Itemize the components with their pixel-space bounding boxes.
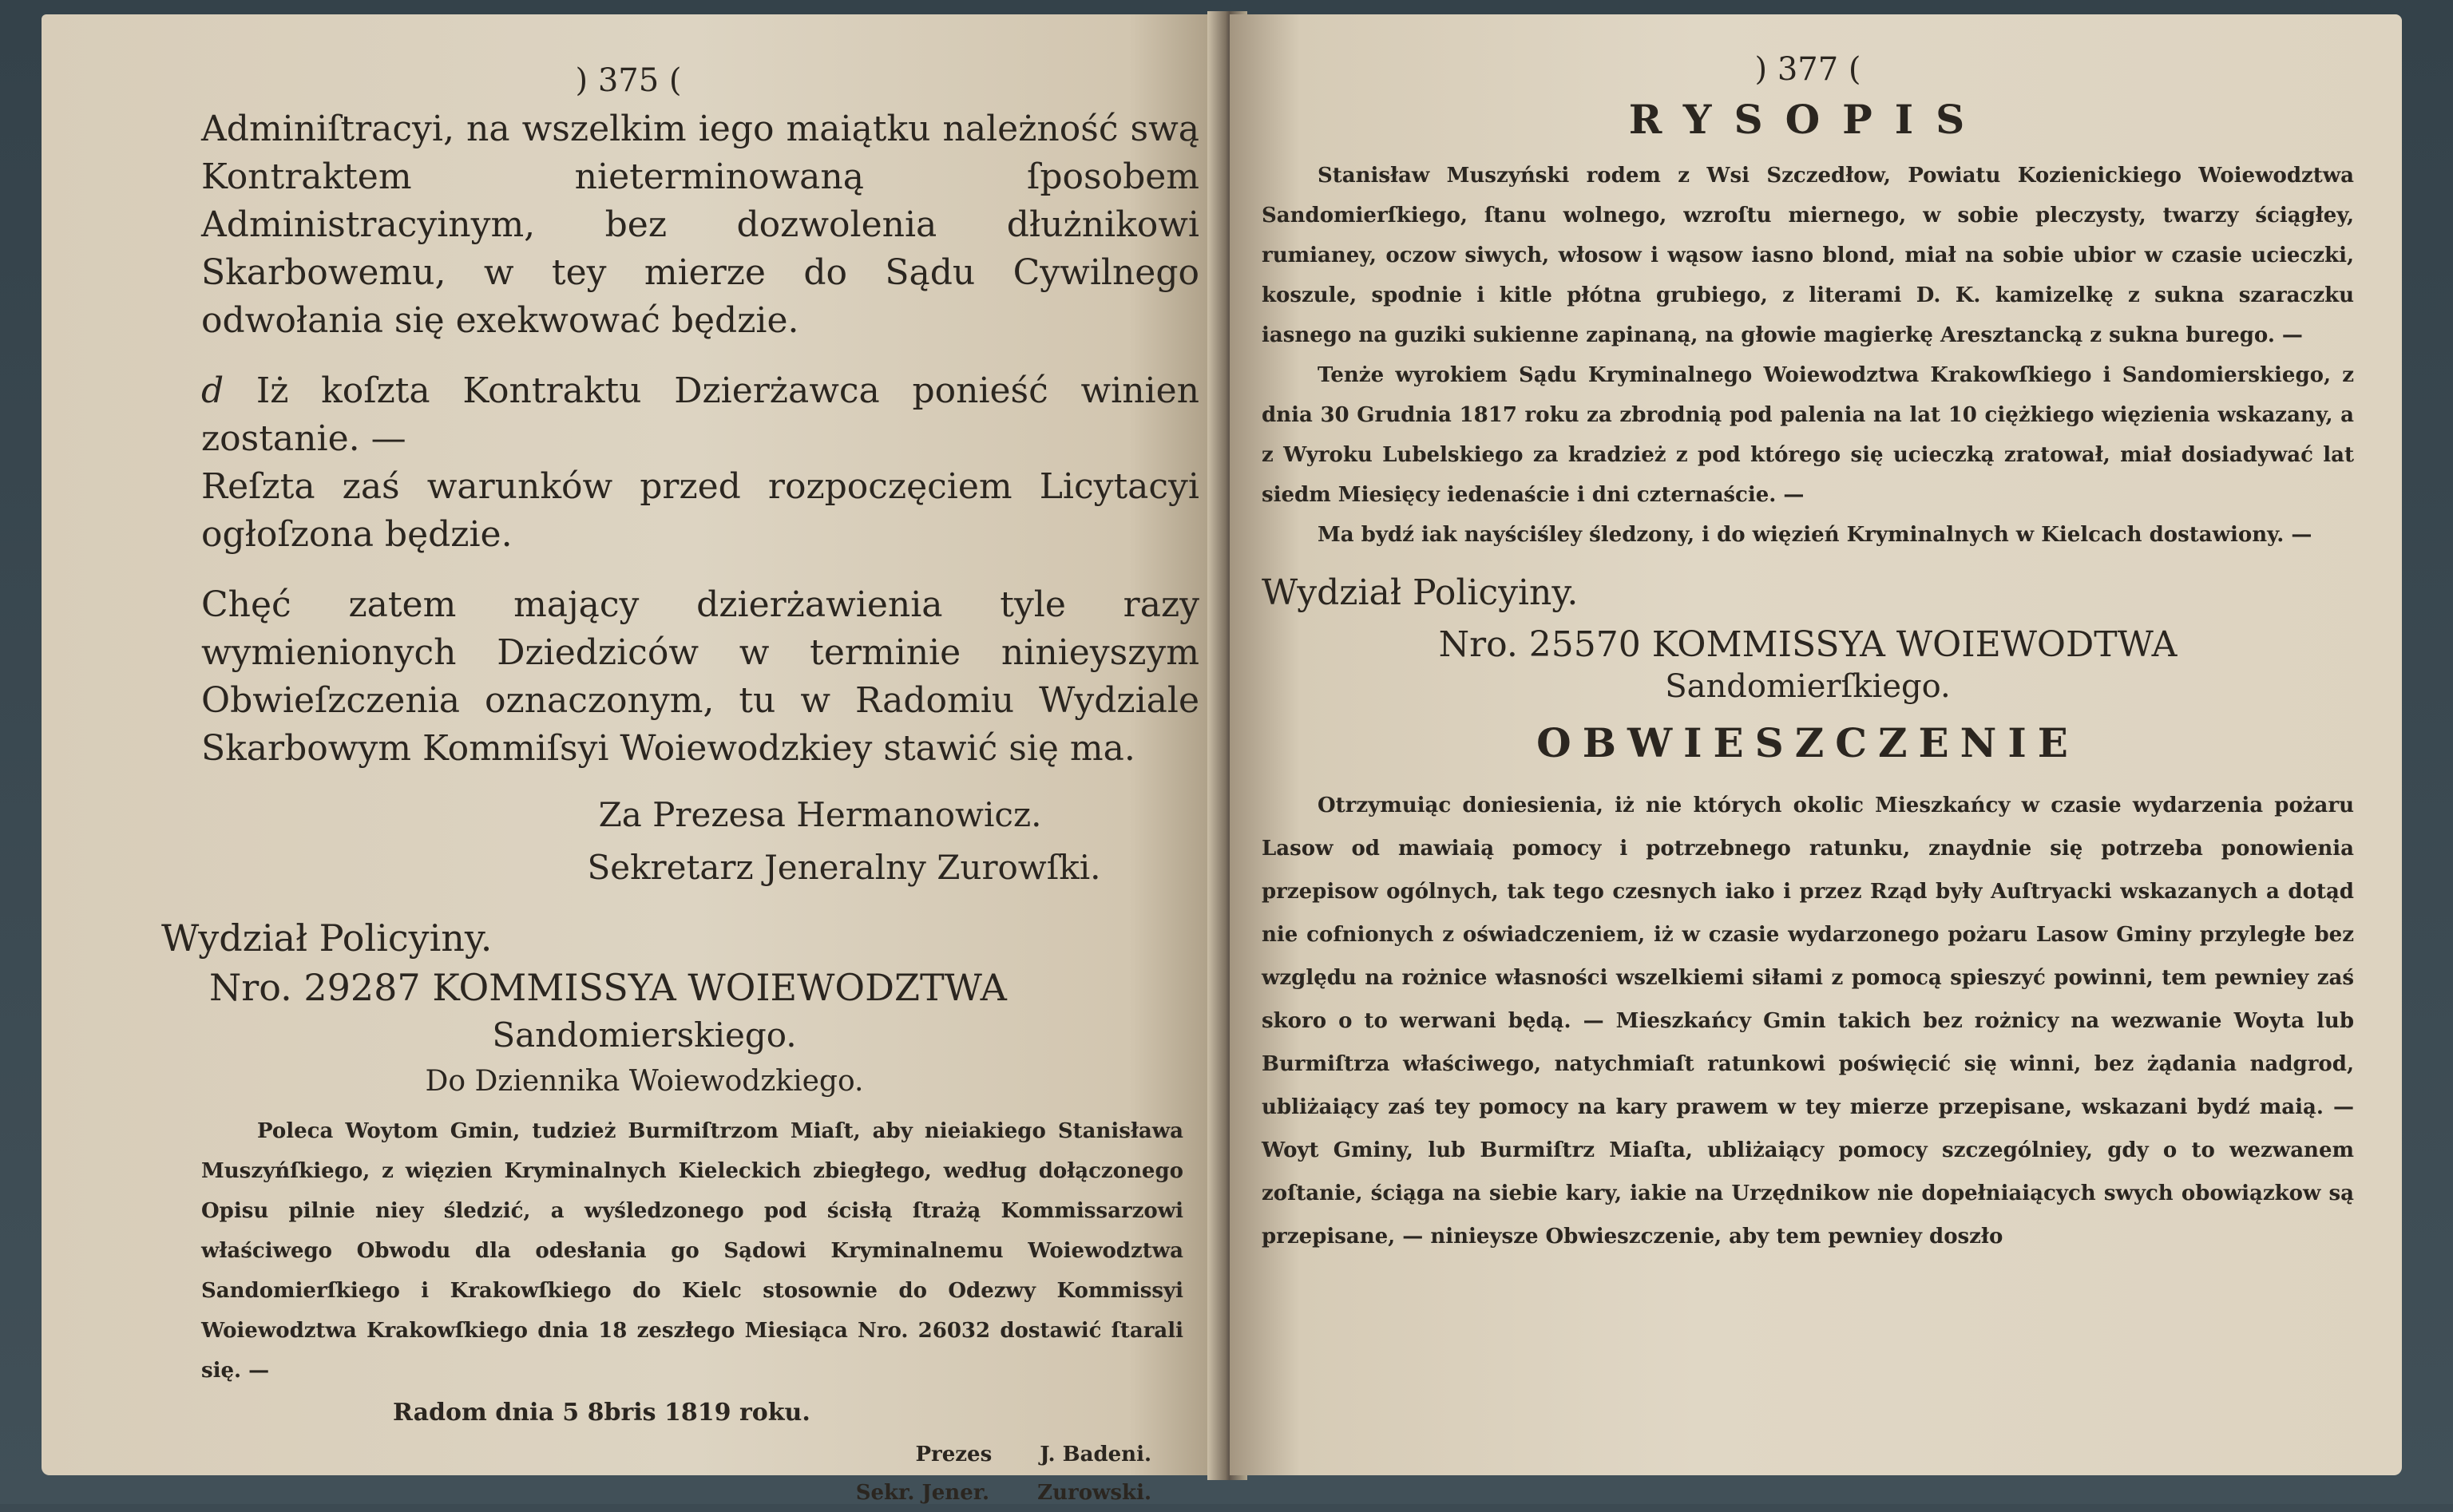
left-do-dziennika: Do Dziennika Woiewodzkiego.: [425, 1065, 864, 1098]
left-nro-heading: Nro. 29287 KOMMISSYA WOIEWODZTWA: [209, 966, 1007, 1009]
prezes-label: Prezes: [915, 1443, 993, 1466]
rysopis-heading: RYSOPIS: [1628, 96, 1987, 143]
obwieszczenie-heading: OBWIESZCZENIE: [1536, 719, 2079, 766]
prezes-name: J. Badeni.: [1040, 1443, 1151, 1466]
rysopis-paragraph-1: Stanisław Muszyński rodem z Wsi Szczedłow, Powiatu Kozienickiego Woiewodztwa Sandomierſkiego, ſtanu wolnego, wzroſtu miernego, w sobie pleczysty, twarzy ściągłey, rumianey, oczow siwych, włosow i wąsow iasno blond, miał na sobie ubior w czasie ucieczki, koszule, spodnie i kitle płótna grubiego, z literami D. K. kamizelkę z sukna szaraczku iasnego na guziki sukienne zapinaną, na głowie magierkę Aresztancką z sukna burego. —: [1262, 164, 2354, 347]
right-sandomierskiego: Sandomierſkiego.: [1665, 668, 1951, 705]
left-paragraph-4: Chęć zatem mający dzierżawienia tyle razy wymienionych Dziedziców w terminie ninieyszym Obwieſzczenia oznaczonym, tu w Radomiu Wydziale Skarbowym Kommiſsyi Woiewodzkiey stawić się ma.: [201, 584, 1199, 769]
signature-sekretarz: Sekretarz Jeneralny Zurowſki.: [587, 848, 1101, 887]
left-page: [42, 14, 1223, 1505]
left-paragraph-2: [201, 367, 1199, 463]
rysopis-paragraph-3: Ma bydź iak nayściśley śledzony, i do więzień Kryminalnych w Kielcach dostawiony. —: [1318, 523, 2312, 547]
left-date-line: Radom dnia 5 8bris 1819 roku.: [393, 1399, 810, 1427]
left-prezes-row: [201, 1435, 1199, 1474]
gap: [201, 345, 1199, 367]
left-sekr-row: [201, 1474, 1199, 1512]
left-paragraph-2-text: Iż koſzta Kontraktu Dzierżawca ponieść winien zostanie. —: [201, 370, 1199, 459]
rysopis-paragraph-2: Tenże wyrokiem Sądu Kryminalnego Woiewodztwa Krakowſkiego i Sandomierskiego, z dnia 30 Grudnia 1817 roku za zbrodnią pod palenia na lat 10 ciężkiego więzienia wskazany, a z Wyroku Lubelskiego za kradzież z pod którego się ucieczką zratował, miał dosiadywać lat siedm Miesięcy iedenaście i dni czternaście. —: [1262, 363, 2354, 507]
signature-prezes: Za Prezesa Hermanowicz.: [598, 795, 1042, 834]
left-sandomierskiego: Sandomierskiego.: [492, 1015, 797, 1055]
paragraph-marker: d: [201, 370, 224, 411]
left-page-number: ) 375 (: [575, 62, 682, 99]
left-paragraph-1: Adminiſtracyi, na wszelkim iego maiątku należność swą Kontraktem nieterminowaną ſposobem Administracyinym, bez dozwolenia dłużnikowi Skarbowemu, w tey mierze do Sądu Cywilnego odwołania się exekwować będzie.: [201, 109, 1199, 341]
left-dept-heading: Wydział Policyiny.: [161, 916, 493, 960]
sekr-label: Sekr. Jener.: [855, 1481, 990, 1505]
gap: [201, 559, 1199, 581]
obwieszczenie-text: Otrzymuiąc doniesienia, iż nie których okolic Mieszkańcy w czasie wydarzenia pożaru Lasow od mawiaią pomocy i potrzebnego ratunku, znaydnie się potrzeba ponowienia przepisow ogólnych, tak tego czesnych iako i przez Rząd były Auſtryacki wskazanych a dotąd nie cofnionych z oświadczeniem, iż w czasie wydarzonego pożaru Lasow Gminy przyległe bez względu na rożnice własności wszelkiemi siłami z pomocą spieszyć powinni, tem pewniey zaś skoro o to werwani będą. — Mieszkańcy Gmin takich bez rożnicy na wezwanie Woyta lub Burmiſtrza właściwego, natychmiaſt ratunkowi poświęcić się winni, bez żądania nadgrod, ubliżaiący zaś tey pomocy na kary prawem w tey mierze przepisane, wskazani bydź maią. — Woyt Gminy, lub Burmiſtrz Miaſta, ubliżaiący pomocy szczególniey, gdy o to wezwanem zoſtanie, ściąga na siebie kary, iakie na Urzędnikow nie dopełniaiących swych obowiązkow są przepisane, — ninieysze Obwieszczenie, aby tem pewniey doszło: [1262, 794, 2354, 1249]
right-dept-heading: Wydział Policyiny.: [1262, 572, 1579, 613]
right-page-number: ) 377 (: [1754, 51, 1861, 88]
sekr-name: Zurowski.: [1037, 1481, 1151, 1505]
right-nro-heading: Nro. 25570 KOMMISSYA WOIEWODTWA: [1438, 624, 2178, 665]
right-page: [1230, 14, 2402, 1475]
left-paragraph-3: Reſzta zaś warunków przed rozpoczęciem Licytacyi ogłoſzona będzie.: [201, 466, 1199, 555]
left-small-paragraph: Poleca Woytom Gmin, tudzież Burmiſtrzom Miaſt, aby nieiakiego Stanisława Muszyńſkiego, z więzien Kryminalnych Kieleckich zbiegłego, według dołączonego Opisu pilnie niey śledzić, a wyśledzonego pod ścisłą ſtrażą Kommissarzowi właściwego Obwodu dla odesłania go Sądowi Kryminalnemu Woiewodztwa Sandomierſkiego i Krakowſkiego do Kielc stosownie do Odezwy Kommissyi Woiewodztwa Krakowſkiego dnia 18 zeszłego Miesiąca Nro. 26032 dostawić ſtarali się. —: [201, 1119, 1183, 1383]
